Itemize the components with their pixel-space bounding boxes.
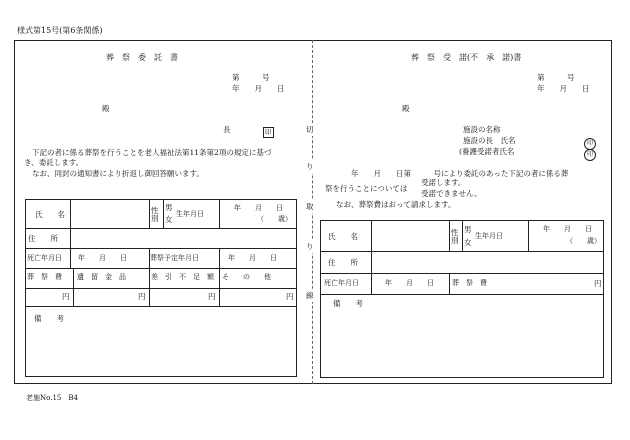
right-birth-label: 生年月日 bbox=[475, 232, 503, 240]
right-name-label: 氏 名 bbox=[328, 232, 358, 241]
left-shortfall-label: 差 引 不 足 額 bbox=[151, 273, 214, 281]
left-estate-label: 遺 留 金 品 bbox=[77, 273, 126, 281]
right-death-label: 死亡年月日 bbox=[324, 279, 359, 287]
right-facility-head-label: 施設の長 氏名 bbox=[463, 136, 516, 145]
right-body-date: 年 月 日第 号により委託のあった下記の者に係る葬 bbox=[351, 169, 569, 178]
left-other-yen: 円 bbox=[286, 292, 294, 301]
left-male: 男 bbox=[165, 203, 173, 212]
right-guardian-seal-mark: 印 bbox=[584, 149, 596, 161]
right-accept-text: 受諾します。 bbox=[421, 178, 466, 187]
right-number-label: 第 号 bbox=[537, 73, 575, 82]
right-guardian-seal bbox=[584, 146, 596, 162]
right-reject-text: 受諾できません。 bbox=[421, 189, 482, 198]
right-address-label: 住 所 bbox=[328, 258, 358, 267]
left-shortfall-yen: 円 bbox=[208, 292, 216, 301]
left-death-value: 年 月 日 bbox=[78, 254, 127, 262]
cut-line-char-1: 切 bbox=[306, 125, 314, 134]
cut-line-char-4: り bbox=[306, 242, 314, 251]
left-birth-label: 生年月日 bbox=[176, 210, 204, 218]
footer-code: 老施No.15 B4 bbox=[26, 394, 78, 402]
right-sex-label: 性別 bbox=[451, 228, 459, 245]
left-body-line1: 下記の者に係る葬祭を行うことを老人福祉法第11条第2項の規定に基づ bbox=[32, 148, 272, 157]
left-number-label: 第 号 bbox=[232, 73, 270, 82]
cut-line-char-2: り bbox=[306, 162, 314, 171]
left-addressee-suffix: 殿 bbox=[102, 104, 110, 113]
right-birth-value: 年 月 日 bbox=[543, 225, 592, 233]
cut-line-char-5: 線 bbox=[306, 291, 314, 300]
left-planned-label: 葬祭予定年月日 bbox=[150, 254, 199, 262]
right-age-value: （ 歳） bbox=[566, 237, 601, 245]
left-seal-mark: 印 bbox=[265, 128, 272, 136]
left-cost-label: 葬 祭 費 bbox=[27, 273, 62, 281]
left-name-label: 氏 名 bbox=[35, 210, 65, 219]
right-female: 女 bbox=[464, 238, 472, 247]
right-death-value: 年 月 日 bbox=[385, 279, 434, 287]
left-sender: 長 bbox=[223, 125, 231, 134]
left-remarks-label: 備 考 bbox=[34, 314, 64, 323]
right-head-seal-mark: 印 bbox=[584, 138, 596, 150]
right-date-label: 年 月 日 bbox=[537, 84, 590, 93]
right-guardian-label: (養護受諾者氏名 bbox=[459, 147, 515, 156]
left-other-label: そ の 他 bbox=[222, 273, 271, 281]
right-cost-label: 葬 祭 費 bbox=[452, 279, 487, 287]
left-body-line2: き、委託します。 bbox=[24, 158, 84, 167]
left-seal bbox=[263, 124, 274, 140]
left-body-line3: なお、同封の通知書により折返し御回答願います。 bbox=[32, 169, 204, 178]
right-body-line2: 祭を行うことについては bbox=[325, 184, 408, 193]
left-sex-label: 性別 bbox=[151, 206, 159, 223]
left-death-label: 死亡年月日 bbox=[27, 254, 62, 262]
right-facility-name-label: 施設の名称 bbox=[463, 125, 501, 134]
right-addressee-suffix: 殿 bbox=[402, 104, 410, 113]
left-planned-value: 年 月 日 bbox=[228, 254, 277, 262]
cut-line-char-3: 取 bbox=[306, 202, 314, 211]
right-body-line3: なお、葬祭費はおって請求します。 bbox=[336, 200, 456, 209]
right-cost-yen: 円 bbox=[594, 279, 602, 288]
left-title: 葬 祭 委 託 書 bbox=[106, 53, 178, 62]
left-address-label: 住 所 bbox=[28, 234, 58, 243]
right-remarks-label: 備 考 bbox=[333, 299, 363, 308]
left-female: 女 bbox=[165, 215, 173, 224]
left-birth-value: 年 月 日 bbox=[234, 204, 283, 212]
left-age-value: （ 歳） bbox=[257, 215, 292, 223]
left-date-label: 年 月 日 bbox=[232, 84, 285, 93]
left-cost-yen: 円 bbox=[62, 292, 70, 301]
left-estate-yen: 円 bbox=[138, 292, 146, 301]
right-male: 男 bbox=[464, 225, 472, 234]
form-number-label: 様式第15号(第6条関係) bbox=[17, 26, 103, 35]
right-title: 葬 祭 受 諾(不 承 諾)書 bbox=[411, 53, 522, 62]
